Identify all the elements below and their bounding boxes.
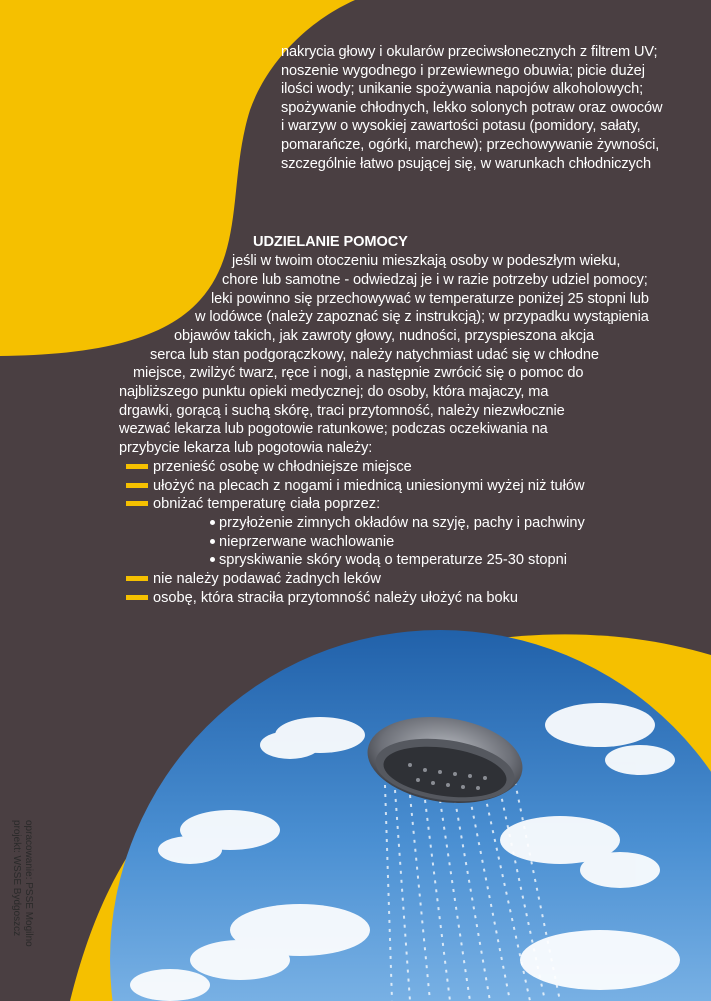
bullet-icon (210, 520, 215, 525)
tips-line: noszenie wygodnego i przewiewnego obuwia; picie dużej (281, 62, 645, 79)
dash-icon (126, 576, 148, 581)
list-item: osobę, która straciła przytomność należy ułożyć na boku (126, 589, 518, 608)
paragraph-line: objawów takich, jak zawroty głowy, nudności, przyspieszona akcja (174, 328, 594, 344)
tips-line: nakrycia głowy i okularów przeciwsłonecznych z filtrem UV; (281, 44, 658, 60)
tips-line: spożywanie chłodnych, lekko solonych potraw oraz owoców (281, 99, 663, 116)
paragraph-line: miejsce, zwilżyć twarz, ręce i nogi, a następnie zwrócić się o pomoc do (133, 365, 584, 381)
paragraph-line: przybycie lekarza lub pogotowia należy: (119, 440, 373, 456)
section-heading: UDZIELANIE POMOCY (253, 234, 408, 250)
dash-icon (126, 595, 148, 600)
paragraph-line: serca lub stan podgorączkowy, należy natychmiast udać się w chłodne (150, 347, 599, 363)
list-item: nie należy podawać żadnych leków (126, 570, 381, 589)
tips-paragraph (281, 43, 662, 173)
sub-list-item: spryskiwanie skóry wodą o temperaturze 25-30 stopni (210, 551, 567, 570)
credit-line: projekt: WSSE Bydgoszcz (11, 820, 22, 937)
bullet-icon (210, 557, 215, 562)
list-item: ułożyć na plecach z nogami i miednicą uniesionymi wyżej niż tułów (126, 477, 585, 496)
sub-list-item: nieprzerwane wachlowanie (210, 533, 394, 552)
list-item: przenieść osobę w chłodniejsze miejsce (126, 458, 412, 477)
sub-list-item: przyłożenie zimnych okładów na szyję, pachy i pachwiny (210, 514, 585, 533)
paragraph-line: drgawki, gorącą i suchą skórę, traci przytomność, należy niezwłocznie (119, 403, 565, 419)
dash-icon (126, 501, 148, 506)
bullet-icon (210, 539, 215, 544)
paragraph-line: w lodówce (należy zapoznać się z instrukcją); w przypadku wystąpienia (195, 309, 649, 325)
dash-icon (126, 464, 148, 469)
tips-line: szczególnie łatwo psującej się, w warunkach chłodniczych (281, 155, 651, 172)
paragraph-line: wezwać lekarza lub pogotowie ratunkowe; podczas oczekiwania na (119, 421, 548, 437)
dash-icon (126, 483, 148, 488)
tips-line: i warzyw o wysokiej zawartości potasu (pomidory, sałaty, (281, 118, 641, 135)
paragraph-line: chore lub samotne - odwiedzaj je i w razie potrzeby udziel pomocy; (222, 272, 648, 288)
credits (4, 820, 34, 1000)
list-item: obniżać temperaturę ciała poprzez: (126, 495, 380, 514)
tips-line: pomarańcze, ogórki, marchew); przechowywanie żywności, (281, 136, 660, 153)
paragraph-line: jeśli w twoim otoczeniu mieszkają osoby w podeszłym wieku, (232, 253, 621, 269)
tips-line: ilości wody; unikanie spożywania napojów alkoholowych; (281, 81, 644, 98)
paragraph-line: najbliższego punktu opieki medycznej; do osoby, która majaczy, ma (119, 384, 549, 400)
credit-line: opracowanie: PSSE Mogilno (23, 820, 34, 947)
paragraph-line: leki powinno się przechowywać w temperaturze poniżej 25 stopni lub (211, 291, 649, 307)
